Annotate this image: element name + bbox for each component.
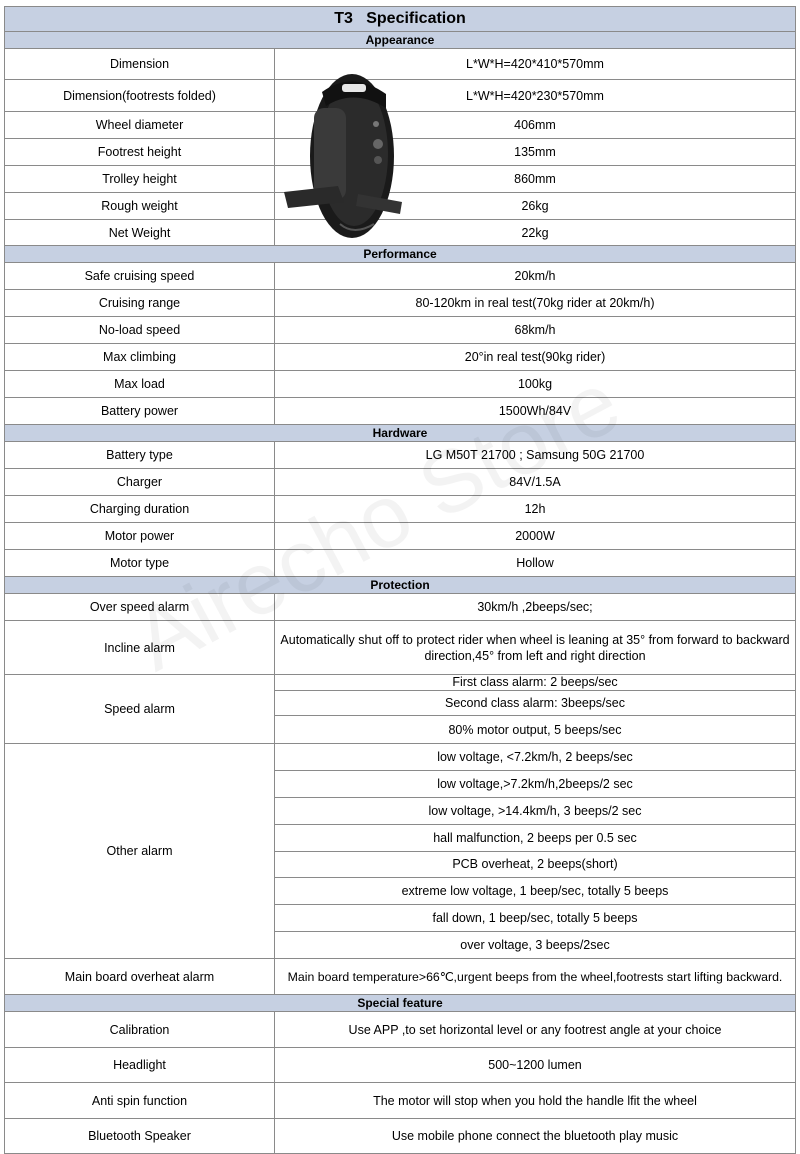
list-item: hall malfunction, 2 beeps per 0.5 sec	[275, 825, 795, 852]
spec-value: 84V/1.5A	[509, 475, 561, 489]
spec-label: Headlight	[5, 1048, 275, 1082]
section-header-protection: Protection	[4, 577, 796, 594]
spec-label: Motor power	[5, 523, 275, 549]
page-title	[4, 6, 796, 32]
spec-value: Use APP ,to set horizontal level or any footrest angle at your choice	[348, 1022, 722, 1037]
spec-value: Use mobile phone connect the bluetooth play music	[391, 1129, 679, 1143]
spec-value: 68km/h	[514, 323, 556, 337]
spec-value: 860mm	[514, 172, 556, 186]
table-row	[4, 80, 796, 112]
spec-label: Anti spin function	[5, 1083, 275, 1118]
table-row	[4, 550, 796, 577]
spec-label: Cruising range	[5, 290, 275, 316]
spec-value: 12h	[524, 502, 546, 516]
spec-value: Automatically shut off to protect rider when wheel is leaning at 35° from forward to backward direction,45° from left and right direction	[280, 632, 790, 663]
table-row	[4, 523, 796, 550]
list-item: low voltage, >14.4km/h, 3 beeps/2 sec	[275, 798, 795, 825]
table-row	[4, 344, 796, 371]
spec-value: 406mm	[514, 118, 556, 132]
spec-label: Battery power	[5, 398, 275, 424]
table-row	[4, 317, 796, 344]
spec-label: Max climbing	[5, 344, 275, 370]
spec-value: 22kg	[521, 225, 549, 240]
spec-label: Battery type	[5, 442, 275, 468]
spec-value: 100kg	[517, 377, 553, 391]
table-row	[4, 594, 796, 621]
table-row	[4, 469, 796, 496]
table-row	[4, 139, 796, 166]
spec-label: Charging duration	[5, 496, 275, 522]
spec-label: Safe cruising speed	[5, 263, 275, 289]
table-row	[4, 1012, 796, 1048]
spec-label: Other alarm	[5, 744, 275, 958]
spec-value: 500~1200 lumen	[488, 1058, 582, 1072]
list-item: Second class alarm: 3beeps/sec	[275, 691, 795, 717]
spec-label: Dimension	[5, 49, 275, 79]
list-item: First class alarm: 2 beeps/sec	[275, 675, 795, 691]
spec-label: Footrest height	[5, 139, 275, 165]
table-row	[4, 220, 796, 246]
spec-value: 80-120km in real test(70kg rider at 20km/h)	[415, 296, 655, 310]
other-alarm-list	[275, 744, 795, 958]
list-item: low voltage, <7.2km/h, 2 beeps/sec	[275, 744, 795, 771]
section-header-appearance: Appearance	[4, 32, 796, 49]
spec-label: Speed alarm	[5, 675, 275, 743]
table-row	[4, 675, 796, 744]
spec-label: Trolley height	[5, 166, 275, 192]
spec-label: Net Weight	[5, 220, 275, 245]
table-row	[4, 621, 796, 675]
section-header-hardware: Hardware	[4, 425, 796, 442]
spec-label: Motor type	[5, 550, 275, 576]
table-row	[4, 371, 796, 398]
spec-value: 20km/h	[514, 269, 556, 283]
table-row	[4, 166, 796, 193]
spec-label: No-load speed	[5, 317, 275, 343]
spec-value: The motor will stop when you hold the handle lfit the wheel	[373, 1093, 697, 1108]
spec-label: Rough weight	[5, 193, 275, 219]
section-header-special: Special feature	[4, 995, 796, 1012]
table-row	[4, 744, 796, 959]
list-item: fall down, 1 beep/sec, totally 5 beeps	[275, 905, 795, 932]
spec-value: 30km/h ,2beeps/sec;	[477, 600, 593, 614]
table-row	[4, 959, 796, 995]
spec-label: Main board overheat alarm	[5, 959, 275, 994]
spec-value: Hollow	[516, 556, 554, 570]
spec-value: 26kg	[521, 199, 549, 213]
section-header-performance: Performance	[4, 246, 796, 263]
speed-alarm-list	[275, 675, 795, 743]
spec-label: Charger	[5, 469, 275, 495]
table-row	[4, 112, 796, 139]
spec-label: Calibration	[5, 1012, 275, 1047]
spec-value: 1500Wh/84V	[498, 404, 572, 418]
spec-label: Max load	[5, 371, 275, 397]
spec-value: Main board temperature>66℃,urgent beeps from the wheel,footrests start lifting backward.	[287, 969, 783, 984]
title-label: Specification	[366, 10, 466, 27]
spec-label: Incline alarm	[5, 621, 275, 674]
list-item: low voltage,>7.2km/h,2beeps/2 sec	[275, 771, 795, 798]
table-row	[4, 398, 796, 425]
list-item: PCB overheat, 2 beeps(short)	[275, 852, 795, 879]
table-row	[4, 263, 796, 290]
list-item: extreme low voltage, 1 beep/sec, totally 5 beeps	[275, 878, 795, 905]
list-item: 80% motor output, 5 beeps/sec	[448, 722, 622, 737]
spec-sheet	[4, 6, 796, 1154]
table-row	[4, 49, 796, 80]
table-row	[4, 496, 796, 523]
table-row	[4, 1048, 796, 1083]
list-item: over voltage, 3 beeps/2sec	[460, 938, 610, 953]
model-name: T3	[334, 10, 353, 27]
table-row	[4, 193, 796, 220]
spec-value: L*W*H=420*230*570mm	[466, 88, 604, 103]
spec-value: 20°in real test(90kg rider)	[464, 350, 606, 364]
spec-value: 2000W	[515, 529, 555, 543]
spec-value: L*W*H=420*410*570mm	[466, 57, 604, 71]
table-row	[4, 1083, 796, 1119]
spec-value: LG M50T 21700 ; Samsung 50G 21700	[425, 448, 645, 462]
spec-label: Over speed alarm	[5, 594, 275, 620]
table-row	[4, 1119, 796, 1154]
spec-value: 135mm	[514, 145, 556, 159]
spec-label: Wheel diameter	[5, 112, 275, 138]
table-row	[4, 290, 796, 317]
spec-label: Dimension(footrests folded)	[5, 80, 275, 111]
spec-label: Bluetooth Speaker	[5, 1119, 275, 1153]
table-row	[4, 442, 796, 469]
